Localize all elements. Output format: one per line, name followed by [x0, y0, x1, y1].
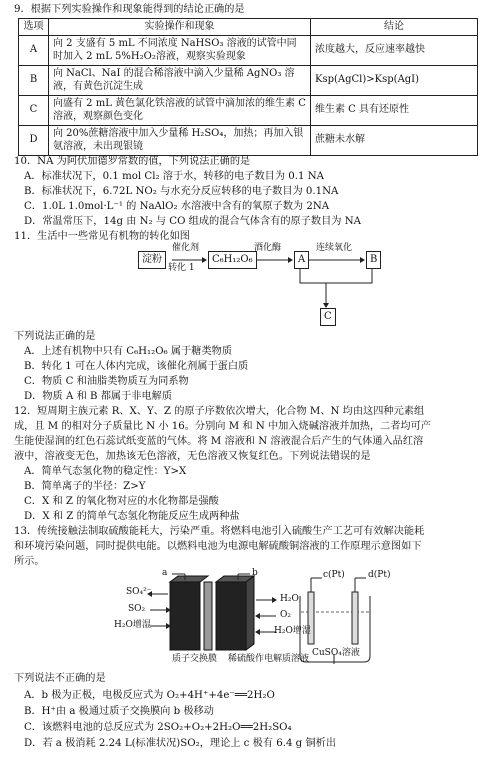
cell-drawing	[0, 568, 496, 668]
q9-table	[18, 18, 478, 156]
q11-lead: 下列说法正确的是	[14, 331, 96, 342]
q9-stem: 9．根据下列实验操作和现象能得到的结论正确的是	[14, 4, 245, 15]
sulfate-label: SO₄²⁻	[126, 587, 152, 597]
q12-line-2: 成，且 M 的相对分子质量比 N 小 16。分别向 M 和 N 中加入烧碱溶液并加热，二者均可产	[14, 421, 431, 432]
oxidation-label: 连续氧化	[316, 243, 353, 253]
q13-line-3: 所示。	[14, 556, 45, 567]
q13-cell-diagram	[0, 568, 496, 668]
catalyst-label: 催化剂	[172, 243, 200, 253]
q13-lead: 下列说法不正确的是	[14, 673, 106, 684]
membrane-label: 质子交换膜	[172, 654, 218, 664]
electrode-c-label: c(Pt)	[323, 570, 345, 580]
row-conclusion: 蔗糖未水解	[311, 125, 478, 155]
q11-option-a: A．上述有机物中只有 C₆H₁₂O₆ 属于糖类物质	[24, 346, 233, 357]
q12-option-b: B．简单离子的半径：Z>Y	[24, 481, 146, 492]
q10-option-a: A．标准状况下，0.1 mol Cl₂ 溶于水，转移的电子数目为 0.1 NA	[24, 171, 324, 182]
starch-box: 淀粉	[138, 251, 166, 269]
row-option: D	[19, 125, 49, 155]
electrode-b-label: b	[252, 568, 258, 578]
o2-label: O₂	[280, 610, 291, 620]
q10-option-d: D．常温常压下，14g 由 N₂ 与 CO 组成的混合气体含有的原子数目为 NA	[24, 216, 361, 227]
header-option: 选项	[19, 19, 49, 36]
c-box: C	[320, 308, 336, 326]
q13-option-a: A．b 极为正极，电极反应式为 O₂+4H⁺+4e⁻══2H₂O	[24, 690, 275, 701]
row-operation: 向盛有 2 mL 黄色氯化铁溶液的试管中滴加浓的维生素 C 溶液，观察颜色变化	[49, 95, 311, 125]
q12-option-a: A．简单气态氢化物的稳定性：Y>X	[24, 466, 187, 477]
a-box: A	[294, 251, 309, 269]
row-conclusion: 浓度越大，反应速率越快	[311, 35, 478, 65]
q13-line-2: 和环境污染问题，同时提供电能。以燃料电池为电源电解硫酸铜溶液的工作原理示意图如下	[14, 541, 422, 552]
q11-stem: 11．生活中一些常见有机物的转化如图	[14, 231, 190, 242]
q12-line-4: 液中，溶液变无色，加热该无色溶液，无色溶液又恢复红色。下列说法错误的是	[14, 451, 371, 462]
so2-label: SO₂	[128, 604, 146, 614]
row-conclusion: Ksp(AgCl)>Ksp(AgI)	[311, 65, 478, 95]
water-out-label: H₂O	[280, 594, 299, 604]
q13-option-c: C．该燃料电池的总反应式为 2SO₂+O₂+2H₂O══2H₂SO₄	[24, 722, 292, 733]
row-operation: 向 2 支盛有 5 mL 不同浓度 NaHSO₃ 溶液的试管中同时加入 2 mL 5%H₂O₂溶液，观察实验现象	[49, 35, 311, 65]
q13-option-b: B．H⁺由 a 极通过质子交换膜向 b 极移动	[24, 706, 214, 717]
row-option: B	[19, 65, 49, 95]
q13-line-1: 13．传统接触法制取硫酸能耗大，污染严重。将燃料电池引入硫酸生产工艺可有效解决能耗	[14, 526, 425, 537]
humid-water-right-label: H₂O增湿	[274, 626, 311, 636]
glucose-box: C₆H₁₂O₆	[208, 251, 257, 269]
header-operation: 实验操作和现象	[49, 19, 311, 36]
q12-line-1: 12．短周期主族元素 R、X、Y、Z 的原子序数依次增大，化合物 M、N 均由这四种元素组	[14, 406, 425, 417]
q9-table-header	[19, 19, 478, 36]
humid-water-left-label: H₂O增湿	[114, 620, 151, 630]
q13-option-d: D．若 a 极消耗 2.24 L(标准状况)SO₂，理论上 c 极有 6.4 g 铜析出	[24, 738, 337, 749]
q11-option-b: B．转化 1 可在人体内完成，该催化剂属于蛋白质	[24, 361, 249, 372]
row-operation: 向 NaCl、NaI 的混合稀溶液中滴入少量稀 AgNO₃ 溶液，有黄色沉淀生成	[49, 65, 311, 95]
table-row	[19, 65, 478, 95]
q10-option-b: B．标准状况下，6.72L NO₂ 与水充分反应转移的电子数目为 0.1NA	[24, 186, 339, 197]
zymase-label: 酒化酶	[254, 243, 282, 253]
b-box: B	[366, 251, 381, 269]
q10-option-c: C．1.0L 1.0mol·L⁻¹ 的 NaAlO₂ 水溶液中含有的氧原子数为 2NA	[24, 201, 330, 212]
row-operation: 向 20%蔗糖溶液中加入少量稀 H₂SO₄，加热；再加入银氨溶液，未出现银镜	[49, 125, 311, 155]
header-conclusion: 结论	[311, 19, 478, 36]
electrode-a-label: a	[162, 568, 168, 578]
q11-option-c: C．物质 C 和油脂类物质互为同系物	[24, 376, 189, 387]
q10-stem: 10．NA 为阿伏加德罗常数的值，下列说法正确的是	[14, 156, 251, 167]
q12-option-d: D．X 和 Z 的简单气态氢化物能反应生成两种盐	[24, 511, 240, 522]
conversion1-label: 转化 1	[168, 263, 195, 273]
electrode-d-label: d(Pt)	[368, 570, 391, 580]
table-row	[19, 35, 478, 65]
row-option: A	[19, 35, 49, 65]
row-conclusion: 维生素 C 具有还原性	[311, 95, 478, 125]
q12-line-3: 生能使湿润的红色石蕊试纸变蓝的气体。将 M 溶液和 N 溶液混合后产生的气体通入品红溶	[14, 436, 424, 447]
q11-option-d: D．物质 A 和 B 都属于非电解质	[24, 391, 173, 402]
q12-option-c: C．X 和 Z 的氧化物对应的水化物都是强酸	[24, 496, 219, 507]
table-row	[19, 125, 478, 155]
table-row	[19, 95, 478, 125]
electrolyte-label: 稀硫酸作电解质溶液	[228, 654, 310, 664]
cuso4-label: CuSO₄溶液	[312, 648, 360, 658]
row-option: C	[19, 95, 49, 125]
q11-conversion-diagram	[0, 245, 496, 325]
